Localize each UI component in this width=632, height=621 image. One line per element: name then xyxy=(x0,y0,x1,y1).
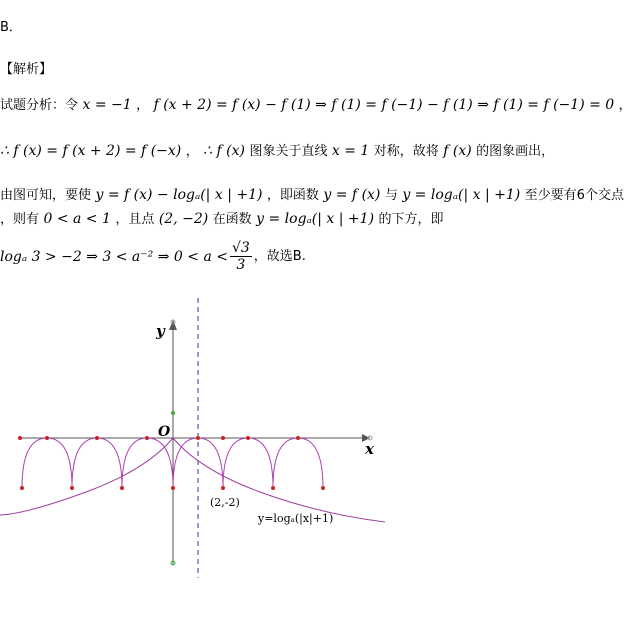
point-top-8 xyxy=(296,436,300,440)
y-axis-label: y xyxy=(156,322,165,340)
point-top-6 xyxy=(221,436,225,440)
section-title: 【解析】 xyxy=(0,62,53,77)
sqrt3-over-3-fraction: $\frac{√3}{3}$ xyxy=(231,240,250,273)
point-label: (2,-2) xyxy=(210,496,240,509)
log-curve-left xyxy=(0,438,173,515)
point-bottom-5 xyxy=(221,486,225,490)
analysis-line-5: logₐ 3 > −2 ⇒ 3 < a⁻² ⇒ 0 < a < $\frac{√3}{3}$ ，故选B. xyxy=(0,240,306,273)
answer-line: B． xyxy=(0,20,22,35)
point-bottom-6 xyxy=(271,486,275,490)
point-top-7 xyxy=(246,436,250,440)
curve-label: y=logₐ(|x|+1) xyxy=(258,512,334,525)
point-top-2 xyxy=(45,436,49,440)
point-bottom-4 xyxy=(171,486,175,490)
analysis-line-3: 由图可知，要使 y = f (x) − logₐ(| x | +1) ，即函数 y = f (x) 与 y = logₐ(| x | +1) 至少要有6个交点 xyxy=(0,187,624,203)
analysis-line-4: ，则有 0 < a < 1 ，且点 (2, −2) 在函数 y = logₐ(| x | +1) 的下方，即 xyxy=(0,211,444,227)
point-bottom-3 xyxy=(120,486,124,490)
point-top-1 xyxy=(18,436,22,440)
intersection-points xyxy=(18,436,325,490)
y-marker-top xyxy=(171,411,175,415)
function-graph xyxy=(0,290,630,590)
x-axis-label: x xyxy=(365,440,374,458)
point-bottom-7 xyxy=(321,486,325,490)
point-bottom-2 xyxy=(70,486,74,490)
point-top-3 xyxy=(95,436,99,440)
point-top-5 xyxy=(196,436,200,440)
y-axis-arrow xyxy=(169,320,177,330)
origin-label: O xyxy=(158,424,171,440)
analysis-line-1: 试题分析：令 x = −1 ， f (x + 2) = f (x) − f (1) ⇒ f (1) = f (−1) − f (1) ⇒ f (1) = f (−1) = 0 ， xyxy=(0,97,632,113)
point-bottom-1 xyxy=(20,486,24,490)
point-top-4 xyxy=(145,436,149,440)
analysis-line-2: ∴ f (x) = f (x + 2) = f (−x) ， ∴ f (x) 图象关于直线 x = 1 对称，故将 f (x) 的图象画出， xyxy=(0,143,555,159)
